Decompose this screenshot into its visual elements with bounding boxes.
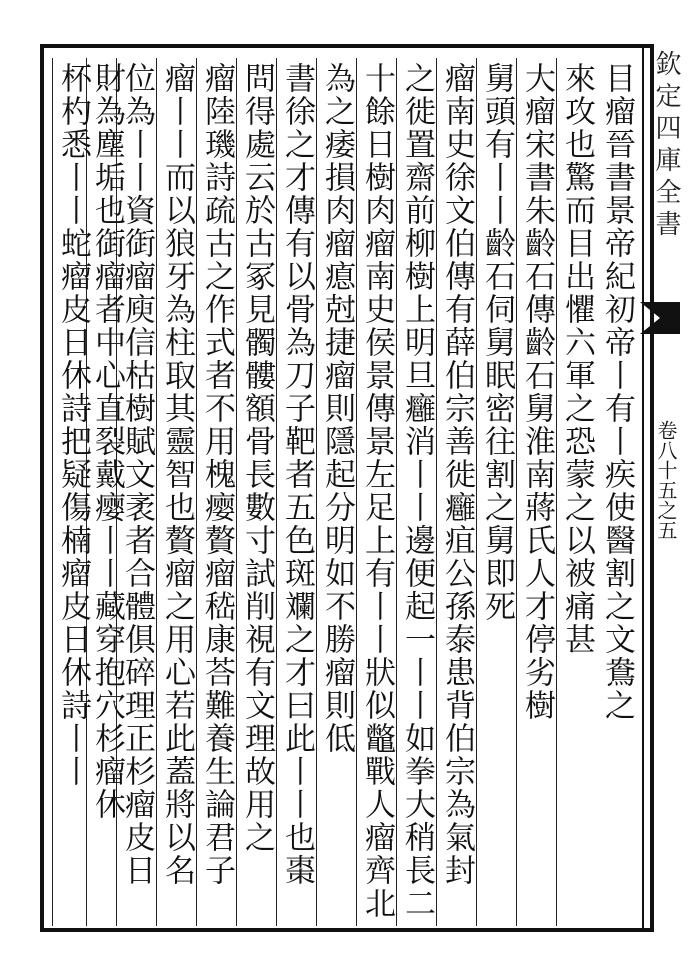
text-column: 位為丨丨資衘瘤庾信枯樹賦文袤者合體俱碎理正杉瘤皮日 [116,58,158,926]
text-column: 瘤陸璣詩疏古之作式者不用槐瘿贅瘤嵇康荅難養生論君子 [196,58,238,926]
text-column: 書徐之才傳有以骨為刀子靶者五色斑斕之才曰此丨丨也棗 [276,58,318,926]
text-column: 瘤南史徐文伯傳有薛伯宗善徙癰疽公孫泰患背伯宗為氣封 [436,58,478,926]
text-column: 目瘤晉書景帝紀初帝丨有丨疾使醫割之文鴦之 [599,62,635,722]
fish-tail-mark [640,302,680,334]
text-column: 瘤丨丨而以狼牙為柱取其靈智也贅瘤之用心若此蓋將以名 [156,58,198,926]
text-column: 財為塵垢也衘瘤者中心直裂戴瘿丨丨藏穿抱穴杉瘤休 [86,58,128,926]
text-column: 杯杓悉丨丨蛇瘤皮日休詩把疑傷楠瘤皮日休詩丨丨 [52,58,94,926]
text-column: 十餘日樹肉瘤南史侯景傳景左足上有丨丨狀似鼈戰人瘤齊北 [356,58,398,926]
text-column: 問得處云於古冢見髑髏額骨長數寸試削視有文理故用之 [236,58,278,926]
margin-volume: 卷八十五之五 [654,420,678,540]
text-column: 大瘤宋書朱齡石傳齡石舅淮南蔣氏人才停劣樹 [516,58,558,926]
text-column: 舅頭有丨丨齡石伺舅眠密往割之舅即死 [476,58,518,926]
text-column: 之徙置齋前柳樹上明旦癰消丨丨邊便起一丨丨如拳大稍長二 [396,58,438,926]
text-column: 為之痿損肉瘤瘜尅捷瘤則隱起分明如不勝瘤則低 [316,58,358,926]
margin-book-title: 欽定四庫全書 [651,50,681,242]
text-column: 來攻也驚而目出懼六軍之恐蒙之以被痛甚 [556,58,598,926]
